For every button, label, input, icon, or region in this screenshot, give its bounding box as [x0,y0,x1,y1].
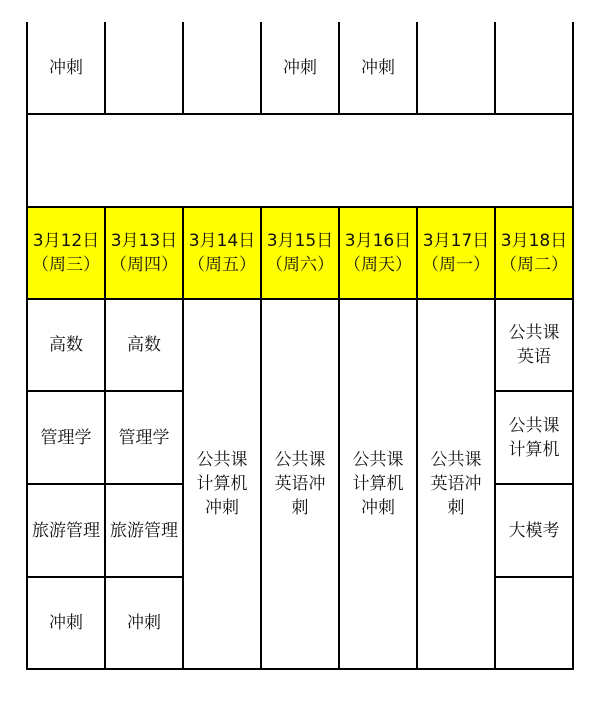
hline-4b [494,390,574,392]
vline-top-3 [182,22,184,114]
vline-4 [260,207,262,670]
hline-2 [26,206,574,208]
cell-text: 公共课英语 [508,323,560,367]
hline-5b [494,483,574,485]
vline-top-5 [338,22,340,114]
c1-r1 [27,299,105,391]
hline-3 [26,298,574,300]
header-text: 3月18日（周二） [500,231,568,275]
header-text: 3月12日（周三） [32,231,100,275]
c2-r1 [105,299,183,391]
cell-text: 公共课英语冲刺 [430,450,482,518]
header-text: 3月14日（周五） [188,231,256,275]
c5-merged [339,299,417,669]
c7-r1 [495,299,573,391]
vline-top-7 [494,22,496,114]
vline-top-6 [416,22,418,114]
c1-r3 [27,484,105,577]
cell-text: 高数 [49,335,83,355]
cell-text: 大模考 [508,520,560,541]
c2-r4 [105,577,183,669]
header-date-6 [417,207,495,299]
top-cell-1 [27,22,105,114]
top-cell-5 [339,22,417,114]
c6-merged [417,299,495,669]
header-text: 3月17日（周一） [422,231,490,275]
vline-7 [494,207,496,670]
header-date-7 [495,207,573,299]
hline-1 [26,113,574,115]
c1-r4 [27,577,105,669]
cell-text: 公共课英语冲刺 [274,450,326,518]
c2-r2 [105,391,183,484]
header-date-4 [261,207,339,299]
hline-6a [26,576,183,578]
vline-6 [416,207,418,670]
hline-bottom [26,668,574,670]
top-cell-4 [261,22,339,114]
cell-text: 冲刺 [49,613,83,633]
cell-text: 冲刺 [127,613,161,633]
cell-text: 冲刺 [49,58,83,78]
c7-r3 [495,484,573,577]
cell-text: 管理学 [40,427,92,448]
cell-text: 冲刺 [361,58,395,78]
header-date-3 [183,207,261,299]
cell-text: 冲刺 [283,58,317,78]
cell-text: 旅游管理 [110,520,178,541]
vline-5 [338,207,340,670]
vline-top-4 [260,22,262,114]
cell-text: 旅游管理 [32,520,100,541]
hline-4a [26,390,183,392]
cell-text: 公共课计算机冲刺 [196,450,248,518]
c3-merged [183,299,261,669]
cell-text: 公共课计算机 [508,415,560,460]
cell-text: 管理学 [118,427,170,448]
hline-6b [494,576,574,578]
cell-text: 高数 [127,335,161,355]
header-text: 3月15日（周六） [266,231,334,275]
vline-top-2 [104,22,106,114]
vline-right [572,22,574,670]
c4-merged [261,299,339,669]
header-date-5 [339,207,417,299]
header-text: 3月16日（周天） [344,231,412,275]
hline-5a [26,483,183,485]
header-text: 3月13日（周四） [110,231,178,275]
c7-r4 [495,577,573,669]
vline-2 [104,207,106,670]
c7-r2 [495,391,573,484]
vline-3 [182,207,184,670]
header-date-1 [27,207,105,299]
header-date-2 [105,207,183,299]
c2-r3 [105,484,183,577]
cell-text: 公共课计算机冲刺 [352,450,404,518]
vline-left [26,22,28,670]
c1-r2 [27,391,105,484]
